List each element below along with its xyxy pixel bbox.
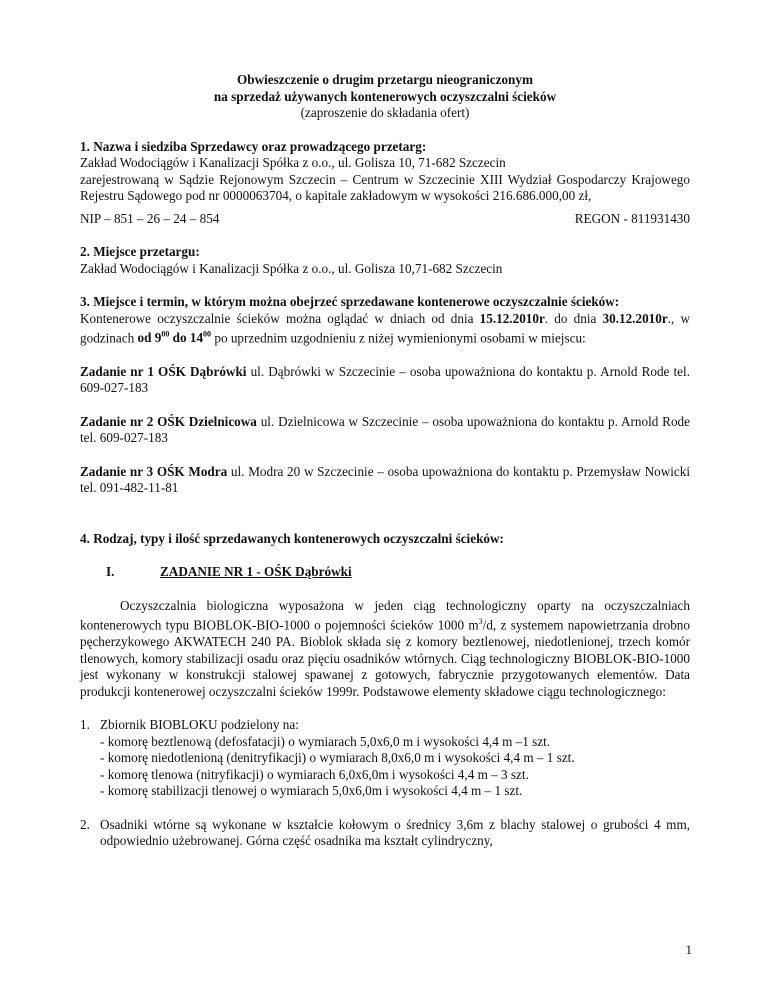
date-to: 30.12.2010r (602, 310, 668, 326)
task-1-label: Zadanie nr 1 OŚK Dąbrówki (80, 363, 247, 379)
section-1-heading: 1. Nazwa i siedziba Sprzedawcy oraz prowadzącego przetarg: (80, 138, 427, 154)
task-3-label: Zadanie nr 3 OŚK Modra (80, 463, 228, 479)
section-3-body (80, 311, 690, 347)
list-item-2-number: 2. (80, 816, 90, 832)
section-3-text-c: ., w godzinach (80, 310, 690, 346)
task-2 (80, 414, 690, 447)
title-line-1: Obwieszczenie o drugim przetargu nieograniczonym (237, 72, 533, 87)
section-2-heading: 2. Miejsce przetargu: (80, 244, 200, 259)
task-2-label: Zadanie nr 2 OŚK Dzielnicowa (80, 413, 257, 429)
list-item-1 (80, 717, 690, 800)
section-4-heading: 4. Rodzaj, typy i ilość sprzedawanych kontenerowych oczyszczalni ścieków: (80, 530, 504, 546)
list-item-1-number: 1. (80, 717, 90, 733)
section-3-text-b: . do dnia (544, 310, 603, 326)
list-item-2 (80, 817, 690, 850)
zadanie-1-number: I. (106, 564, 115, 580)
title-line-2: na sprzedaż używanych kontenerowych oczyszczalni ścieków (213, 88, 557, 104)
section-3-heading: 3. Miejsce i termin, w którym można obejrzeć sprzedawane kontenerowe oczyszczalnie ścieków: (80, 294, 620, 309)
section-1-body: zarejestrowaną w Sądzie Rejonowym Szczecin – Centrum w Szczecinie XIII Wydział Gospodarczy Krajowego Rejestru Sądowego pod nr 0000063704, o kapitale zakładowym w wysokości 216.686.000,00 zł, (80, 171, 690, 203)
date-from: 15.12.2010r (479, 310, 545, 326)
section-3-text-d: po uprzednim uzgodnieniu z niżej wymienionymi osobami w miejscu: (211, 330, 586, 346)
section-1-line1: Zakład Wodociągów i Kanalizacji Spółka z o.o., ul. Golisza 10, 71-682 Szczecin (80, 155, 506, 170)
task-3-text: ul. Modra 20 w Szczecinie – osoba upoważniona do kontaktu p. Przemysław Nowicki tel. 091-482-11-81 (80, 463, 690, 496)
subtitle: (zaproszenie do składania ofert) (300, 105, 470, 120)
regon-number: REGON - 811931430 (574, 210, 690, 226)
tax-ids-row (80, 211, 690, 228)
list-item-1-title: Zbiornik BIOBLOKU podzielony na: (100, 717, 299, 733)
hour-from: od $9^{00}$ do $14^{00}$ (137, 330, 212, 346)
sublist-item: - komorę niedotlenioną (denitryfikacji) o wymiarach 8,0x6,0 m i wysokości 4,4 m – 1 szt. (100, 750, 575, 766)
zadanie-1-description: Oczyszczalnia biologiczna wyposażona w jeden ciąg technologiczny oparty na oczyszczalniach kontenerowych typu BIOBLOK-BIO-1000 o pojemności ścieków 1000 $m^3/d$, z systemem napowietrzania drobno pęcherzykowego AKWATECH 240 PA. Bioblok składa się z komory beztlenowej, niedotlenionej, trzech komór tlenowych, komory stabilizacji osadu oraz pięciu osadników wtórnych. Ciąg technologiczny BIOBLOK-BIO-1000 jest wykonany w konstrukcji stalowej spawanej z gotowych, fabrycznie przygotowanych elementów. Data produkcji kontenerowej oczyszczalni ścieków 1999r. Podstawowe elementy składowe ciągu technologicznego: (80, 597, 690, 699)
nip-number: NIP – 851 – 26 – 24 – 854 (80, 210, 220, 226)
section-2-body: Zakład Wodociągów i Kanalizacji Spółka z o.o., ul. Golisza 10,71-682 Szczecin (80, 260, 503, 276)
task-1 (80, 364, 690, 397)
zadanie-1-label: ZADANIE NR 1 - OŚK Dąbrówki (160, 564, 352, 580)
sublist-item: - komorę beztlenową (defosfatacji) o wymiarach 5,0x6,0 m i wysokości 4,4 m –1 szt. (100, 733, 551, 749)
task-2-text: ul. Dzielnicowa w Szczecinie – osoba upoważniona do kontaktu p. Arnold Rode tel. 609-027-183 (80, 413, 690, 446)
sublist-item: - komorę stabilizacji tlenowej o wymiarach 5,0x6,0m i wysokości 4,4 m – 1 szt. (100, 783, 523, 799)
section-3-text-a: Kontenerowe oczyszczalnie ścieków można oglądać w dniach od dnia (80, 310, 480, 326)
document-body (80, 72, 690, 850)
page-number: 1 (685, 942, 692, 957)
task-3 (80, 464, 690, 497)
sublist-item: - komorę tlenowa (nitryfikacji) o wymiarach 6,0x6,0m i wysokości 4,4 m – 3 szt. (100, 766, 529, 782)
zadanie-1-heading (106, 564, 690, 581)
list-item-2-text: Osadniki wtórne są wykonane w kształcie kołowym o średnicy 3,6m z blachy stalowej o grubości 4 mm, odpowiednio użebrowanej. Górna część osadnika ma kształt cylindryczny, (100, 816, 690, 849)
task-1-text: ul. Dąbrówki w Szczecinie – osoba upoważniona do kontaktu p. Arnold Rode tel. 609-027-183 (80, 363, 690, 396)
